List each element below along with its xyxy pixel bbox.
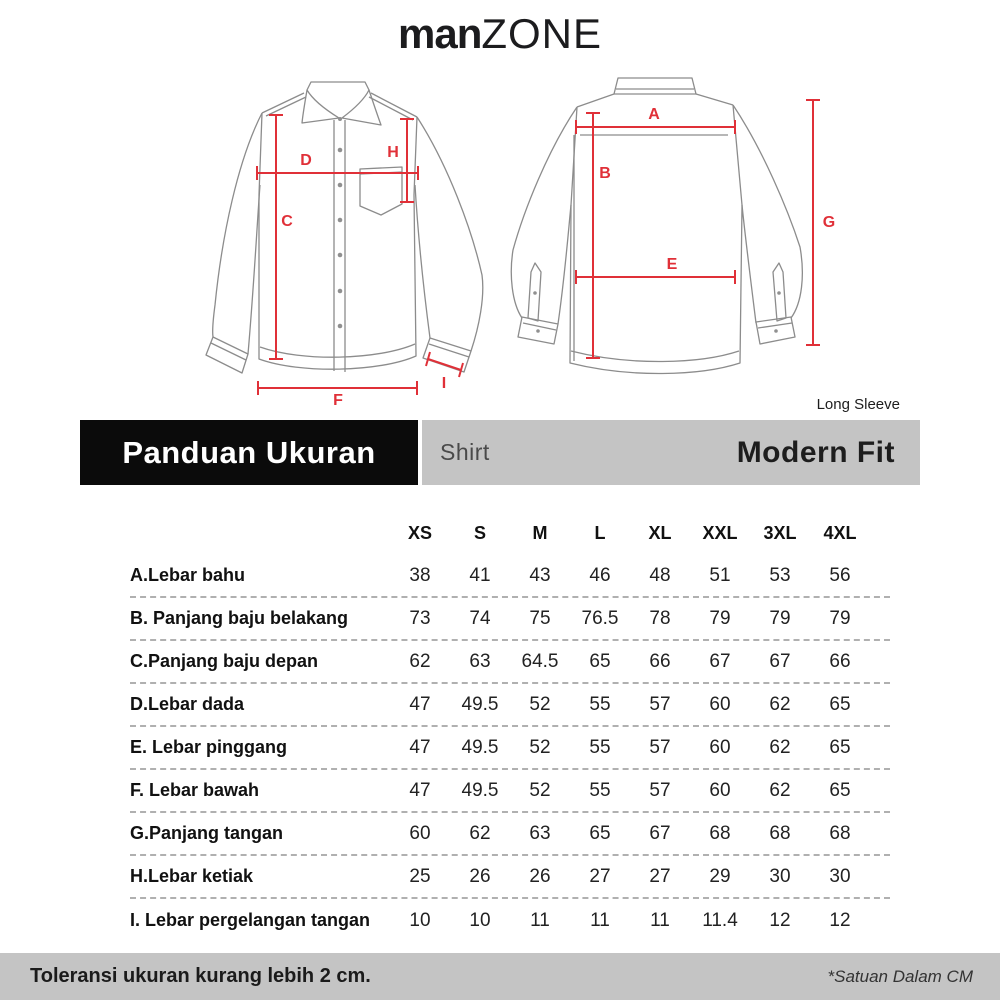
row-label: G.Panjang tangan	[130, 823, 284, 843]
cell-value: 47	[409, 779, 431, 801]
cell-value: 73	[409, 607, 431, 629]
table-row	[130, 899, 890, 942]
column-header-4xl: 4XL	[823, 522, 857, 543]
cell-value: 11.4	[702, 909, 738, 931]
column-header-xxl: XXL	[702, 522, 738, 543]
column-header-s: S	[473, 522, 486, 543]
cell-value: 47	[409, 736, 431, 758]
cell-value: 12	[769, 909, 791, 931]
measure-label-b: B	[599, 165, 611, 182]
cell-value: 49.5	[461, 779, 499, 801]
table-row	[130, 684, 890, 727]
column-header-3xl: 3XL	[763, 522, 797, 543]
footer-bar	[0, 953, 1000, 1000]
cell-value: 52	[529, 779, 551, 801]
cell-value: 63	[529, 822, 551, 844]
cell-value: 62	[769, 736, 791, 758]
cell-value: 79	[829, 607, 851, 629]
cell-value: 57	[649, 736, 671, 758]
brand-logo-light: ZONE	[481, 10, 603, 57]
cell-value: 60	[409, 822, 431, 844]
cell-value: 57	[649, 779, 671, 801]
brand-logo	[0, 10, 1000, 58]
measure-label-f: F	[333, 392, 343, 405]
cell-value: 67	[649, 822, 671, 844]
cell-value: 65	[589, 650, 611, 672]
cell-value: 48	[649, 564, 671, 586]
size-table-header-row	[130, 511, 890, 555]
cell-value: 49.5	[461, 736, 499, 758]
cell-value: 49.5	[461, 693, 499, 715]
cell-value: 30	[769, 865, 791, 887]
cell-value: 64.5	[521, 650, 559, 672]
cell-value: 27	[649, 865, 671, 887]
title-bar-info	[422, 420, 920, 485]
size-table	[130, 511, 890, 942]
cell-value: 79	[769, 607, 791, 629]
cell-value: 26	[469, 865, 491, 887]
column-header-xs: XS	[407, 522, 432, 543]
cell-value: 11	[590, 909, 610, 931]
cell-value: 79	[709, 607, 731, 629]
cell-value: 62	[469, 822, 491, 844]
column-header-xl: XL	[648, 522, 672, 543]
shirt-buttons	[338, 117, 343, 328]
cell-value: 41	[469, 564, 491, 586]
measure-label-c: C	[281, 213, 293, 230]
cell-value: 65	[829, 779, 851, 801]
table-row	[130, 813, 890, 856]
cell-value: 43	[529, 564, 551, 586]
cell-value: 75	[529, 607, 551, 629]
brand-logo-bold: man	[397, 10, 482, 57]
cell-value: 55	[589, 693, 611, 715]
cell-value: 10	[409, 909, 431, 931]
page-title: Panduan Ukuran	[122, 434, 376, 470]
cell-value: 25	[409, 865, 431, 887]
column-header-l: L	[594, 522, 606, 543]
cell-value: 57	[649, 693, 671, 715]
measure-label-h: H	[387, 144, 399, 161]
shirt-front-diagram	[180, 75, 500, 405]
cell-value: 11	[530, 909, 550, 931]
measure-label-a: A	[648, 106, 660, 123]
tolerance-note: Toleransi ukuran kurang lebih 2 cm.	[30, 965, 371, 987]
cell-value: 29	[709, 865, 731, 887]
cell-value: 65	[589, 822, 611, 844]
table-row	[130, 598, 890, 641]
row-label: C.Panjang baju depan	[130, 651, 319, 671]
table-row	[130, 856, 890, 899]
cell-value: 63	[469, 650, 491, 672]
row-label: B. Panjang baju belakang	[130, 608, 349, 628]
cell-value: 62	[409, 650, 431, 672]
cell-value: 62	[769, 779, 791, 801]
cell-value: 56	[829, 564, 851, 586]
sleeve-type-caption: Long Sleeve	[816, 396, 900, 413]
cell-value: 68	[709, 822, 731, 844]
cell-value: 10	[469, 909, 491, 931]
cell-value: 74	[469, 607, 491, 629]
title-bar-title	[80, 420, 418, 485]
row-label: I. Lebar pergelangan tangan	[130, 910, 371, 930]
cell-value: 52	[529, 736, 551, 758]
row-label: E. Lebar pinggang	[130, 737, 288, 757]
cell-value: 52	[529, 693, 551, 715]
cell-value: 38	[409, 564, 431, 586]
cell-value: 62	[769, 693, 791, 715]
cell-value: 65	[829, 693, 851, 715]
cell-value: 27	[589, 865, 611, 887]
cell-value: 60	[709, 779, 731, 801]
column-header-m: M	[532, 522, 548, 543]
front-measurement-lines	[257, 115, 463, 395]
cell-value: 51	[709, 564, 731, 586]
cell-value: 60	[709, 736, 731, 758]
unit-note: *Satuan Dalam CM	[827, 966, 973, 986]
cell-value: 26	[529, 865, 551, 887]
measure-label-e: E	[666, 256, 678, 273]
cell-value: 68	[769, 822, 791, 844]
table-row	[130, 770, 890, 813]
cell-value: 11	[650, 909, 670, 931]
measure-label-i: I	[441, 375, 447, 392]
cell-value: 66	[829, 650, 851, 672]
cell-value: 67	[769, 650, 791, 672]
row-label: H.Lebar ketiak	[130, 866, 254, 886]
fit-type: Modern Fit	[736, 435, 895, 469]
cell-value: 47	[409, 693, 431, 715]
row-label: A.Lebar bahu	[130, 565, 246, 585]
measure-label-g: G	[822, 214, 836, 231]
cell-value: 78	[649, 607, 671, 629]
cell-value: 46	[589, 564, 611, 586]
cell-value: 53	[769, 564, 791, 586]
table-row	[130, 727, 890, 770]
table-row	[130, 641, 890, 684]
cell-value: 68	[829, 822, 851, 844]
measure-label-d: D	[300, 152, 312, 169]
row-label: D.Lebar dada	[130, 694, 245, 714]
cell-value: 12	[829, 909, 851, 931]
cell-value: 65	[829, 736, 851, 758]
product-category: Shirt	[440, 439, 490, 465]
cell-value: 60	[709, 693, 731, 715]
table-row	[130, 555, 890, 598]
cell-value: 30	[829, 865, 851, 887]
cell-value: 55	[589, 779, 611, 801]
shirt-back-diagram	[500, 75, 920, 415]
cell-value: 76.5	[581, 607, 619, 629]
row-label: F. Lebar bawah	[130, 780, 260, 800]
cell-value: 66	[649, 650, 671, 672]
cell-value: 55	[589, 736, 611, 758]
cell-value: 67	[709, 650, 731, 672]
